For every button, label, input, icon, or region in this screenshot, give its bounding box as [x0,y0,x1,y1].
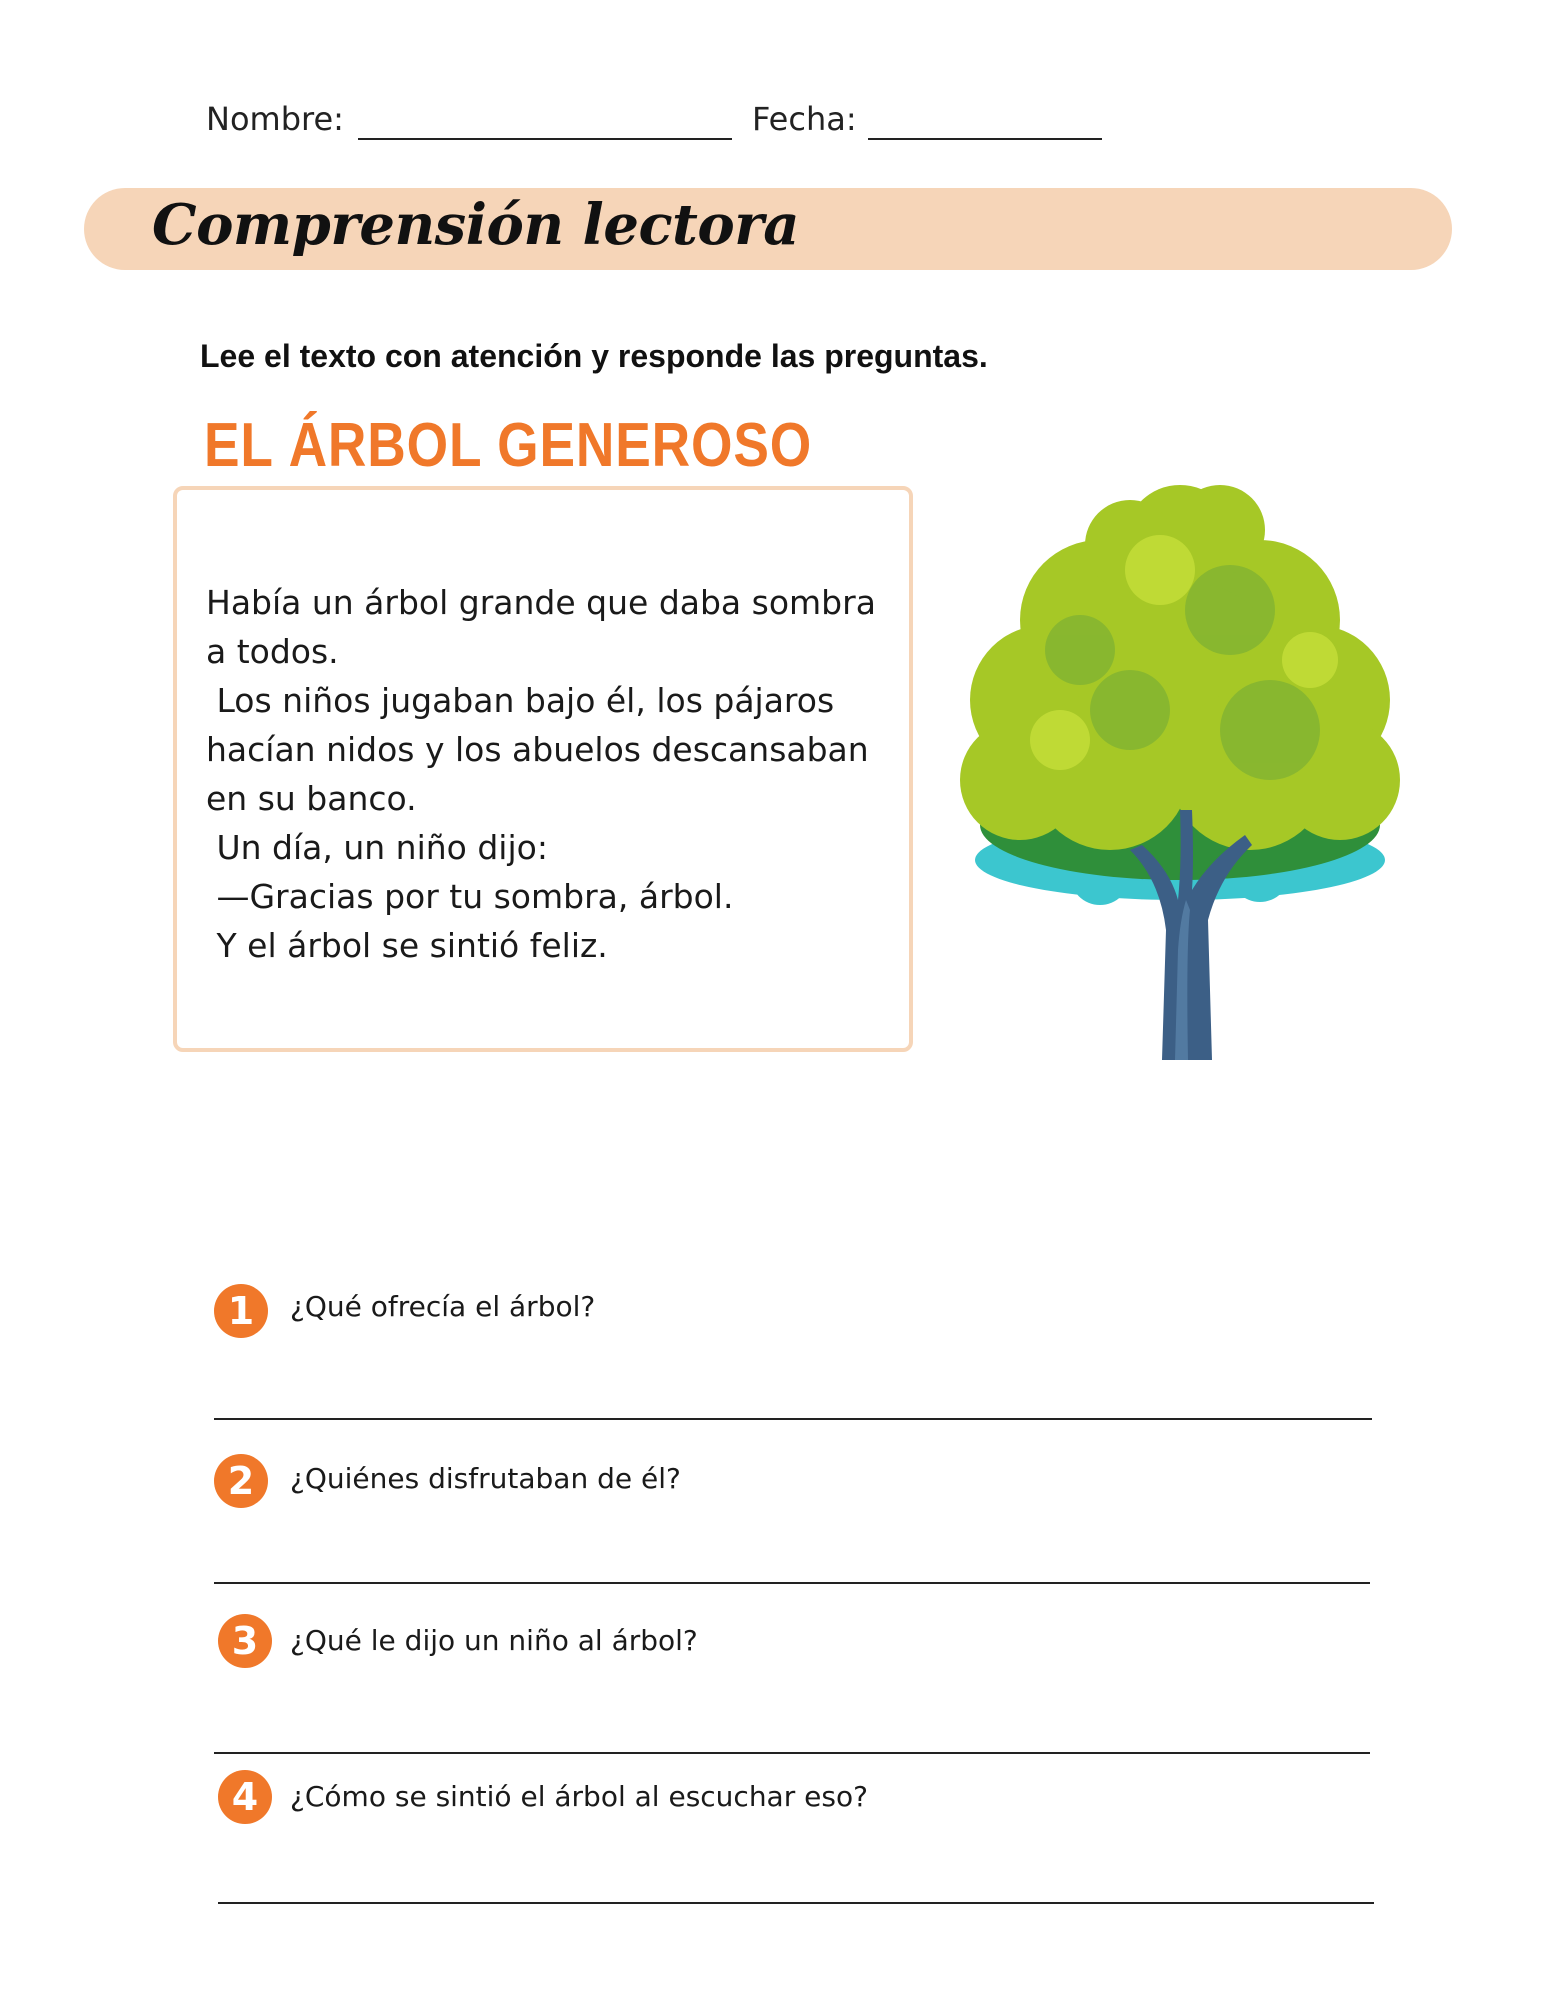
answer-line[interactable] [218,1902,1374,1904]
question-text: ¿Cómo se sintió el árbol al escuchar eso? [290,1780,868,1813]
name-field[interactable] [358,138,732,140]
story-text [206,578,876,970]
story-line: Había un árbol grande que daba sombra [206,583,876,622]
answer-line[interactable] [214,1418,1372,1420]
name-label: Nombre: [206,100,344,138]
question-text: ¿Qué ofrecía el árbol? [290,1290,596,1323]
answer-line[interactable] [214,1752,1370,1754]
question-text: ¿Quiénes disfrutaban de él? [290,1462,681,1495]
question-number-badge: 2 [214,1454,268,1508]
story-line: hacían nidos y los abuelos descansaban [206,730,869,769]
question-text: ¿Qué le dijo un niño al árbol? [290,1624,698,1657]
question-number-badge: 1 [214,1284,268,1338]
tree-illustration [930,480,1430,1060]
question-number-badge: 4 [218,1770,272,1824]
question-number-badge: 3 [218,1614,272,1668]
date-field[interactable] [868,138,1102,140]
story-line: Y el árbol se sintió feliz. [206,926,608,965]
story-line: Un día, un niño dijo: [206,828,548,867]
story-line: a todos. [206,632,339,671]
page-title: Comprensión lectora [152,192,800,258]
story-line: —Gracias por tu sombra, árbol. [206,877,734,916]
answer-line[interactable] [214,1582,1370,1584]
story-line: Los niños jugaban bajo él, los pájaros [206,681,835,720]
story-title: EL ÁRBOL GENEROSO [204,411,813,480]
date-label: Fecha: [752,100,857,138]
story-line: en su banco. [206,779,417,818]
instructions-text: Lee el texto con atención y responde las preguntas. [200,338,988,374]
